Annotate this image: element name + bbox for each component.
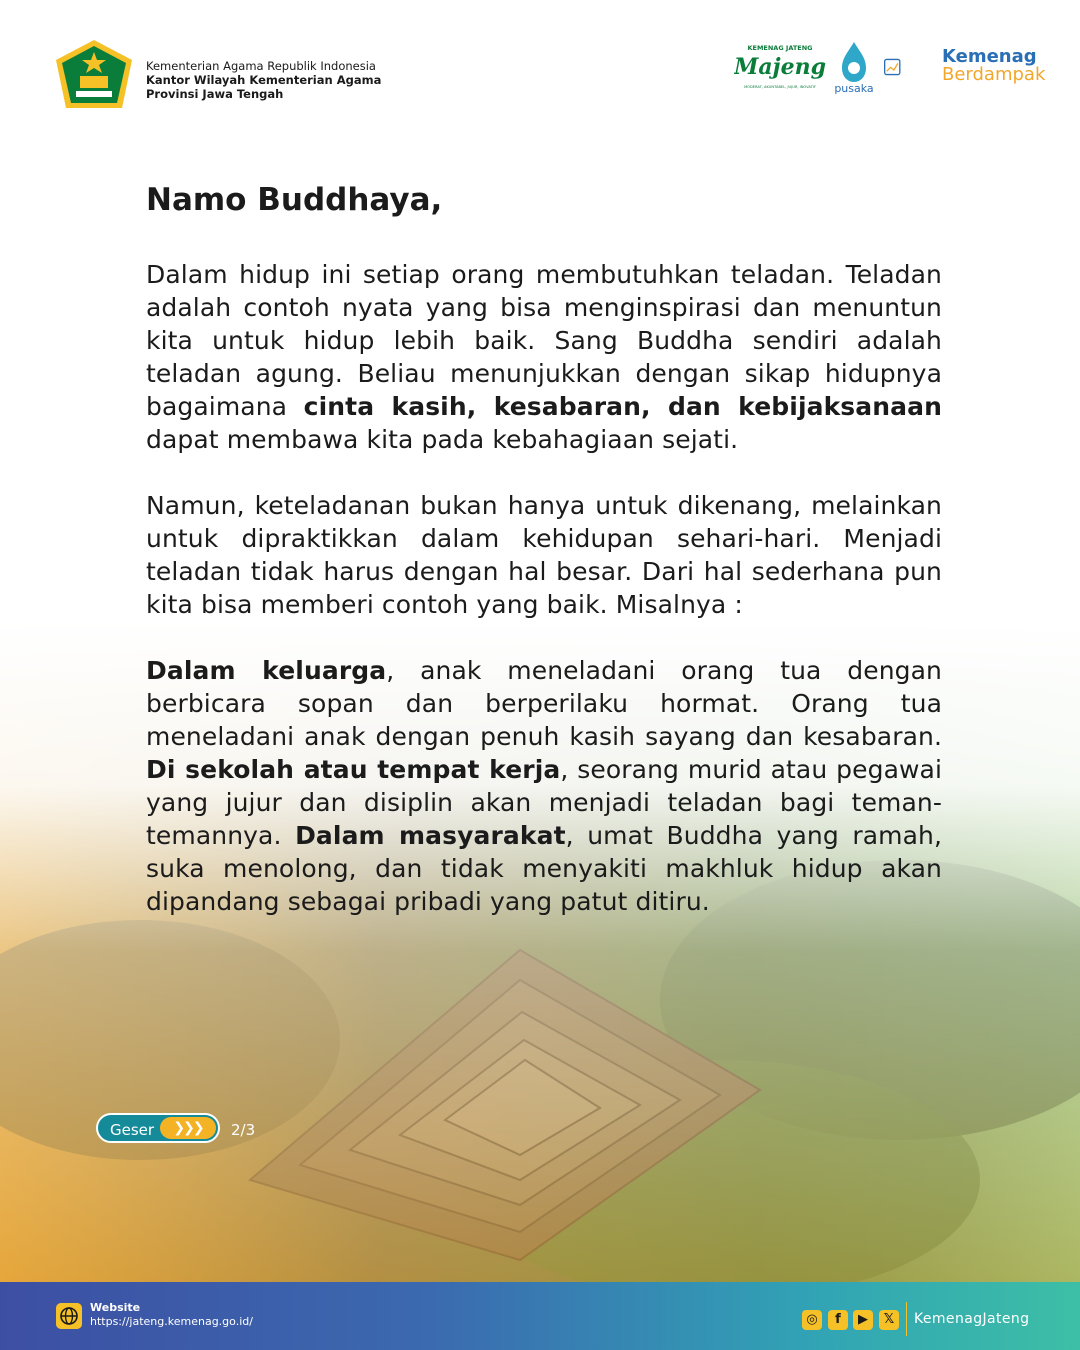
social-handle[interactable]: KemenagJateng bbox=[914, 1311, 1030, 1327]
p3-bold-2: Di sekolah atau tempat kerja bbox=[146, 755, 561, 784]
footer-divider bbox=[906, 1302, 907, 1336]
institution-line-2: Kantor Wilayah Kementerian Agama bbox=[146, 73, 382, 87]
majeng-word: Majeng bbox=[734, 54, 826, 80]
majeng-top-text: KEMENAG JATENG bbox=[747, 44, 813, 52]
p1-text-b: dapat membawa kita pada kebahagiaan sejati. bbox=[146, 425, 739, 454]
page-indicator: 2/3 bbox=[231, 1121, 256, 1139]
globe-icon bbox=[56, 1303, 82, 1329]
p2-text: Namun, keteladanan bukan hanya untuk dikenang, melainkan untuk dipraktikkan dalam kehidupan sehari-hari. Menjadi teladan tidak harus dengan hal besar. Dari hal sederhana pun kita bisa memberi contoh yang baik. Misalnya : bbox=[146, 491, 942, 619]
p3-bold-1: Dalam keluarga bbox=[146, 656, 387, 685]
message-body bbox=[146, 180, 942, 951]
facebook-icon[interactable]: f bbox=[828, 1310, 848, 1330]
chevrons-right-icon: ❯❯❯ bbox=[160, 1117, 216, 1139]
instagram-icon[interactable]: ◎ bbox=[802, 1310, 822, 1330]
institution-line-3: Provinsi Jawa Tengah bbox=[146, 87, 284, 101]
p1-bold: cinta kasih, kesabaran, dan kebijaksanaan bbox=[303, 392, 942, 421]
website-label: Website bbox=[90, 1301, 141, 1314]
p3-text-b: , seorang murid atau pegawai yang jujur dan disiplin akan menjadi teladan bagi teman-temannya. bbox=[146, 755, 943, 850]
pusaka-label: pusaka bbox=[834, 82, 874, 95]
p1-text-a: Dalam hidup ini setiap orang membutuhkan teladan. Teladan adalah contoh nyata yang bisa menginspirasi dan menuntun kita untuk hidup lebih baik. Sang Buddha sendiri adalah teladan agung. Beliau menunjukkan dengan sikap hidupnya bagaimana bbox=[146, 260, 942, 421]
greeting-heading: Namo Buddhaya, bbox=[146, 182, 443, 218]
brand-line-1: Kemenag bbox=[942, 46, 1037, 67]
paragraph-1 bbox=[146, 258, 942, 456]
p3-text-a: , anak meneladani orang tua dengan berbicara sopan dan berperilaku hormat. Orang tua meneladani anak dengan penuh kasih sayang dan kesabaran. bbox=[146, 656, 942, 751]
website-url-link[interactable]: https://jateng.kemenag.go.id/ bbox=[90, 1315, 253, 1328]
p3-bold-3: Dalam masyarakat bbox=[295, 821, 566, 850]
paragraph-3 bbox=[146, 654, 942, 918]
kemenag-emblem-logo bbox=[52, 38, 136, 112]
majeng-logo bbox=[734, 40, 826, 96]
kemenag-berdampak-icon bbox=[884, 42, 940, 92]
p3-text-c: , umat Buddha yang ramah, suka menolong, dan tidak menyakiti makhluk hidup akan dipandang sebagai pribadi yang patut ditiru. bbox=[146, 821, 943, 916]
x-icon[interactable]: 𝕏 bbox=[879, 1310, 899, 1330]
brand-line-2: Berdampak bbox=[942, 64, 1046, 85]
pusaka-logo bbox=[830, 38, 878, 96]
youtube-icon[interactable]: ▶ bbox=[853, 1310, 873, 1330]
majeng-tagline: MODERAT, AKUNTABEL, JUJUR, INOVATIF bbox=[744, 85, 816, 89]
institution-line-1: Kementerian Agama Republik Indonesia bbox=[146, 59, 376, 73]
swipe-label: Geser bbox=[110, 1121, 155, 1139]
institution-name bbox=[146, 59, 381, 101]
swipe-next-button[interactable] bbox=[96, 1113, 220, 1143]
paragraph-2 bbox=[146, 489, 942, 621]
